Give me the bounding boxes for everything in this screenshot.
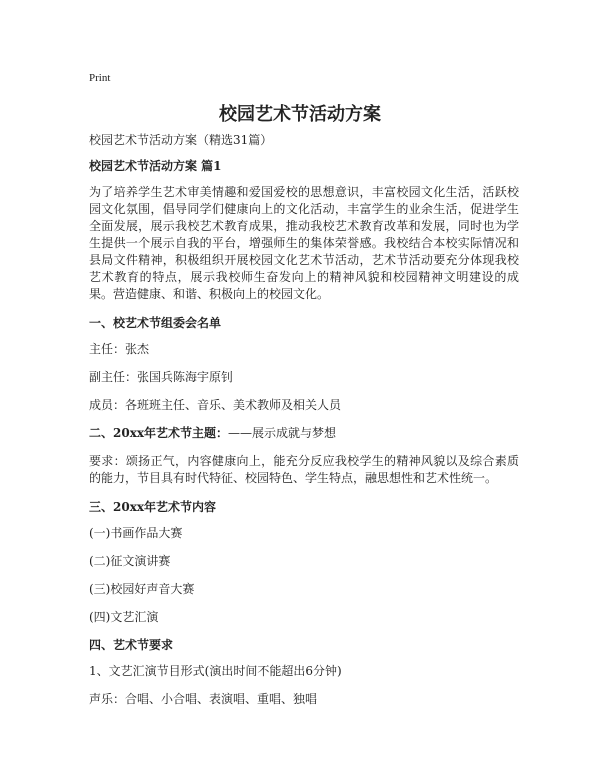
heading-theme-bold: 二、20xx年艺术节主题： bbox=[89, 426, 229, 440]
director-line: 主任：张杰 bbox=[89, 342, 150, 356]
heading-theme-rest: ——展示成就与梦想 bbox=[228, 426, 337, 440]
list-item: (四)文艺汇演 bbox=[89, 610, 159, 624]
requirement-1: 1、文艺汇演节目形式(演出时间不能超出6分钟) bbox=[89, 664, 342, 678]
members-line: 成员：各班班主任、音乐、美术教师及相关人员 bbox=[89, 398, 342, 412]
intro-paragraph: 为了培养学生艺术审美情趣和爱国爱校的思想意识，丰富校园文化生活，活跃校园文化氛围，倡导同学们健康向上的文化活动，丰富学生的业余生活，促进学生全面发展，展示我校艺术教育成果，推动我校艺术教育改革和发展，同时也为学生提供一个展示自我的平台，增强师生的集体荣誉感。我校结合本校实际情况和县局文件精神，积极组织开展校园文化艺术节活动，艺术节活动要充分体现我校艺术教育的特点，展示我校师生奋发向上的精神风貌和校园精神文明建设的成果。营造健康、和谐、积极向上的校园文化。 bbox=[89, 185, 519, 301]
heading-theme bbox=[89, 425, 519, 441]
document-body bbox=[89, 132, 519, 719]
document-title: 校园艺术节活动方案 bbox=[219, 104, 381, 125]
heading-requirements: 四、艺术节要求 bbox=[89, 638, 174, 652]
document-subtitle: 校园艺术节活动方案（精选31篇） bbox=[89, 133, 273, 147]
section-title: 校园艺术节活动方案 篇1 bbox=[89, 159, 222, 173]
list-item: (三)校园好声音大赛 bbox=[89, 582, 195, 596]
vocal-line: 声乐：合唱、小合唱、表演唱、重唱、独唱 bbox=[89, 692, 318, 706]
requirement-paragraph: 要求：颂扬正气，内容健康向上，能充分反应我校学生的精神风貌以及综合素质的能力，节目具有时代特征、校园特色、学生特点，融思想性和艺术性统一。 bbox=[89, 454, 519, 485]
list-item: (一)书画作品大赛 bbox=[89, 526, 183, 540]
heading-committee: 一、校艺术节组委会名单 bbox=[89, 316, 222, 330]
vice-director-line: 副主任：张国兵陈海宇原钊 bbox=[89, 370, 234, 384]
list-item: (二)征文演讲赛 bbox=[89, 554, 171, 568]
print-label[interactable]: Print bbox=[89, 72, 111, 84]
heading-content: 三、20xx年艺术节内容 bbox=[89, 500, 217, 514]
